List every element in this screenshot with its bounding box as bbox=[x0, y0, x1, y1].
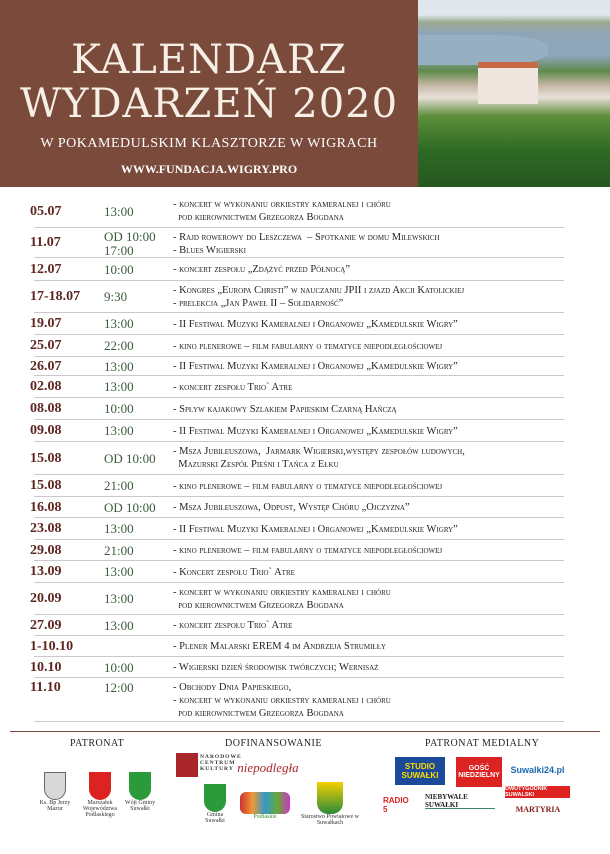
event-date: 27.09 bbox=[30, 618, 62, 633]
event-time bbox=[104, 501, 156, 515]
event-description-line: pod kierownictwem Grzegorza Bogdana bbox=[173, 600, 344, 611]
event-description-line: - koncert zespołu „Zdążyć przed Północą” bbox=[173, 264, 350, 275]
event-description bbox=[173, 640, 386, 653]
event-description-line: Mazurski Zespół Pieśni i Tańca z Ełku bbox=[173, 459, 339, 470]
event-date: 05.07 bbox=[30, 204, 62, 219]
event-time-line: 10:00 bbox=[104, 401, 134, 416]
event-description bbox=[173, 566, 295, 579]
title-line-2: WYDARZEŃ 2020 bbox=[19, 81, 399, 127]
event-row bbox=[30, 657, 564, 678]
monastery-photo bbox=[418, 0, 610, 187]
event-time bbox=[104, 544, 134, 558]
event-time-line: 13:00 bbox=[104, 521, 134, 536]
event-date: 12.07 bbox=[30, 262, 62, 277]
event-row bbox=[30, 195, 564, 228]
event-description-line: - Obchody Dnia Papieskiego, bbox=[173, 682, 292, 693]
event-description bbox=[173, 501, 410, 514]
event-time-line: 21:00 bbox=[104, 543, 134, 558]
event-time bbox=[104, 290, 127, 304]
gosc-niedzielny-logo: GOŚĆ NIEDZIELNY bbox=[456, 757, 502, 787]
event-time-line: 13:00 bbox=[104, 591, 134, 606]
radio5-logo: RADIO 5 bbox=[383, 796, 409, 814]
event-description-line: pod kierownictwem Grzegorza Bogdana bbox=[173, 708, 344, 719]
event-date: 23.08 bbox=[30, 521, 62, 536]
martyria-logo: MARTYRIA bbox=[515, 804, 561, 814]
event-description-line: - Koncert zespołu Trio` Atre bbox=[173, 567, 295, 578]
event-description bbox=[173, 340, 442, 353]
event-description bbox=[173, 619, 292, 632]
event-time-line: 10:00 bbox=[104, 262, 134, 277]
marshal-coat-of-arms: Marszałek Województwa Podlaskiego bbox=[75, 772, 125, 818]
header-banner bbox=[0, 0, 418, 187]
event-row bbox=[30, 376, 564, 398]
event-row bbox=[30, 540, 564, 561]
event-description bbox=[173, 403, 397, 416]
event-date: 13.09 bbox=[30, 564, 62, 579]
event-time bbox=[104, 522, 134, 536]
event-date: 19.07 bbox=[30, 316, 62, 331]
event-description-line: - kino plenerowe – film fabularny o tematyce niepodległościowej bbox=[173, 481, 443, 492]
event-time-line: 13:00 bbox=[104, 316, 134, 331]
event-time bbox=[104, 592, 134, 606]
event-description-line: - kino plenerowe – film fabularny o tematyce niepodległościowej bbox=[173, 545, 443, 556]
event-time bbox=[104, 661, 134, 675]
event-description-line: - koncert zespołu Trio` Atre bbox=[173, 620, 293, 631]
event-time bbox=[104, 424, 134, 438]
event-description-line: - II Festiwal Muzyki Kameralnej i Organowej „Kamedulskie Wigry” bbox=[173, 361, 458, 372]
studio-suwalki-logo: STUDIO SUWAŁKI bbox=[395, 757, 445, 785]
bishop-coat-of-arms: Ks. Bp Jerzy Mazur bbox=[35, 772, 75, 812]
event-row bbox=[30, 357, 564, 376]
event-time-line: 13:00 bbox=[104, 564, 134, 579]
niebywale-suwalki-logo: NIEBYWALE SUWAŁKI bbox=[425, 793, 495, 809]
event-time bbox=[104, 565, 134, 579]
event-date: 16.08 bbox=[30, 500, 62, 515]
event-description bbox=[173, 198, 391, 224]
event-time-line: OD 10:00 bbox=[104, 451, 156, 466]
event-time bbox=[104, 681, 134, 695]
event-description-line: - koncert w wykonaniu orkiestry kameralnej i chóru bbox=[173, 695, 391, 706]
event-row bbox=[30, 420, 564, 442]
event-description bbox=[173, 425, 458, 438]
event-description bbox=[173, 381, 292, 394]
event-time-line: 13:00 bbox=[104, 359, 134, 374]
event-time bbox=[104, 339, 134, 353]
event-time bbox=[104, 479, 134, 493]
event-row bbox=[30, 335, 564, 357]
event-description-line: - Msza Jubileuszowa, Jarmark Wigierski,występy zespołów ludowych, bbox=[173, 446, 465, 457]
event-description-line: - II Festiwal Muzyki Kameralnej i Organowej „Kamedulskie Wigry” bbox=[173, 524, 458, 535]
event-description bbox=[173, 523, 458, 536]
event-time-line: 22:00 bbox=[104, 338, 134, 353]
event-date: 15.08 bbox=[30, 451, 62, 466]
podlaskie-logo: Podlaskie bbox=[240, 792, 290, 820]
event-description-line: - Plener Malarski EREM 4 im Andrzeja Strumiłły bbox=[173, 641, 387, 652]
event-row bbox=[30, 258, 564, 281]
events-table bbox=[0, 195, 610, 722]
event-time bbox=[104, 205, 134, 219]
event-date: 10.10 bbox=[30, 660, 62, 675]
event-time-line: OD 10:00 bbox=[104, 229, 156, 244]
event-description-line: - II Festiwal Muzyki Kameralnej i Organowej „Kamedulskie Wigry” bbox=[173, 426, 458, 437]
event-row bbox=[30, 398, 564, 420]
event-date: 26.07 bbox=[30, 359, 62, 374]
event-description bbox=[173, 661, 378, 674]
event-date: 15.08 bbox=[30, 478, 62, 493]
event-description-line: - koncert w wykonaniu orkiestry kameralnej i chóru bbox=[173, 199, 391, 210]
subtitle: W POKAMEDULSKIM KLASZTORZE W WIGRACH bbox=[40, 136, 378, 151]
event-description bbox=[173, 681, 391, 720]
event-date: 17-18.07 bbox=[30, 289, 81, 304]
church-shape bbox=[478, 62, 538, 104]
event-row bbox=[30, 442, 564, 475]
event-date: 09.08 bbox=[30, 423, 62, 438]
event-row bbox=[30, 228, 564, 258]
event-time-line: 17:00 bbox=[104, 243, 134, 258]
dwutygodnik-logo: DWUTYGODNIK SUWALSKI bbox=[505, 786, 570, 798]
event-time-line: 12:00 bbox=[104, 680, 134, 695]
event-description bbox=[173, 231, 440, 257]
event-description-line: - Wigierski dzień środowisk twórczych; Wernisaż bbox=[173, 662, 379, 673]
event-row bbox=[30, 497, 564, 518]
event-row bbox=[30, 583, 564, 615]
event-time bbox=[104, 317, 134, 331]
event-time-line: OD 10:00 bbox=[104, 500, 156, 515]
event-row bbox=[30, 518, 564, 540]
event-description-line: - prelekcja „Jan Paweł II – Solidarność” bbox=[173, 298, 344, 309]
event-description-line: - Rajd rowerowy do Leszczewa – Spotkanie w domu Milewskich bbox=[173, 232, 440, 243]
event-description bbox=[173, 284, 464, 310]
gmina-suwalki-logo: Gmina Suwałki bbox=[200, 784, 230, 824]
event-description-line: pod kierownictwem Grzegorza Bogdana bbox=[173, 212, 344, 223]
event-time bbox=[104, 360, 134, 374]
event-description-line: - Msza Jubileuszowa, Odpust, Występ Chóru „Ojczyzna” bbox=[173, 502, 410, 513]
event-description bbox=[173, 318, 458, 331]
event-row bbox=[30, 313, 564, 335]
event-time-line: 21:00 bbox=[104, 478, 134, 493]
wojt-coat-of-arms: Wójt Gminy Suwałki bbox=[120, 772, 160, 812]
patronat-heading: PATRONAT bbox=[70, 738, 125, 749]
event-description bbox=[173, 263, 350, 276]
event-description-line: - Kongres „Europa Christi” w nauczaniu JPII i zjazd Akcji Katolickiej bbox=[173, 285, 465, 296]
event-row bbox=[30, 615, 564, 636]
event-description-line: - Spływ kajakowy Szlakiem Papieskim Czarną Hańczą bbox=[173, 404, 397, 415]
event-time-line: 13:00 bbox=[104, 423, 134, 438]
event-time-line: 13:00 bbox=[104, 204, 134, 219]
event-date: 02.08 bbox=[30, 379, 62, 394]
nck-logo-text: NARODOWE CENTRUM KULTURY bbox=[200, 754, 242, 772]
event-time bbox=[104, 619, 134, 633]
event-time bbox=[104, 230, 156, 258]
event-date: 11.10 bbox=[30, 680, 61, 695]
event-date: 29.08 bbox=[30, 543, 62, 558]
event-row bbox=[30, 561, 564, 583]
event-description bbox=[173, 445, 465, 471]
event-date: 08.08 bbox=[30, 401, 62, 416]
event-time bbox=[104, 402, 134, 416]
event-time-line: 13:00 bbox=[104, 379, 134, 394]
suwalki24-logo: Suwalki24.pl bbox=[510, 765, 565, 775]
event-time-line: 13:00 bbox=[104, 618, 134, 633]
lake-shape bbox=[418, 35, 548, 65]
event-row bbox=[30, 281, 564, 313]
event-time-line: 10:00 bbox=[104, 660, 134, 675]
event-row bbox=[30, 475, 564, 497]
niepodlegla-logo: niepodległa bbox=[237, 760, 299, 775]
footer-divider bbox=[10, 731, 600, 732]
event-description bbox=[173, 544, 442, 557]
event-description bbox=[173, 480, 442, 493]
event-time bbox=[104, 263, 134, 277]
event-row bbox=[30, 636, 564, 657]
starostwo-logo: Starostwo Powiatowe w Suwałkach bbox=[295, 782, 365, 826]
website-link[interactable]: WWW.FUNDACJA.WIGRY.PRO bbox=[120, 162, 298, 176]
event-date: 20.09 bbox=[30, 591, 62, 606]
patronat-medialny-heading: PATRONAT MEDIALNY bbox=[425, 738, 540, 749]
event-description-line: - Blues Wigierski bbox=[173, 245, 246, 256]
event-time-line: 9:30 bbox=[104, 289, 128, 304]
dofinansowanie-heading: DOFINANSOWANIE bbox=[225, 738, 322, 749]
title-line-1: KALENDARZ bbox=[71, 37, 347, 83]
event-time bbox=[104, 380, 134, 394]
nck-logo-icon bbox=[176, 753, 198, 777]
event-description-line: - II Festiwal Muzyki Kameralnej i Organowej „Kamedulskie Wigry” bbox=[173, 319, 458, 330]
event-date: 25.07 bbox=[30, 338, 62, 353]
event-description bbox=[173, 586, 391, 612]
event-date: 1-10.10 bbox=[30, 639, 74, 654]
event-description-line: - koncert zespołu Trio` Atre bbox=[173, 382, 293, 393]
event-date: 11.07 bbox=[30, 235, 61, 250]
event-description-line: - koncert w wykonaniu orkiestry kameralnej i chóru bbox=[173, 587, 391, 598]
event-description bbox=[173, 360, 458, 373]
event-time bbox=[104, 452, 156, 466]
event-description-line: - kino plenerowe – film fabularny o tematyce niepodległościowej bbox=[173, 341, 443, 352]
event-row bbox=[30, 678, 564, 722]
